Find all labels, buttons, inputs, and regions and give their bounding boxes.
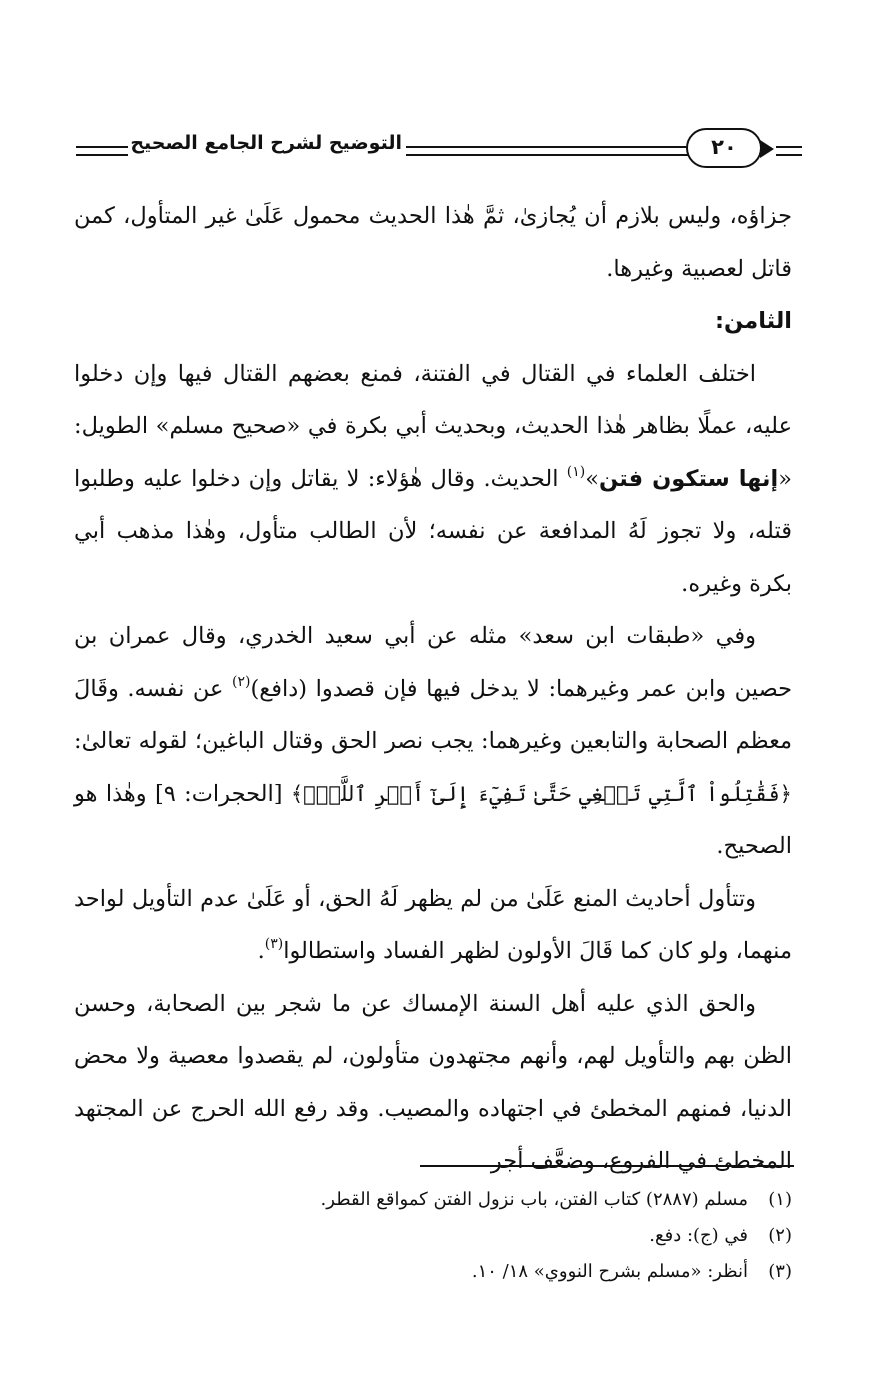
paragraph-4-text-b: .: [257, 938, 265, 964]
running-title: التوضيح لشرح الجامع الصحيح: [130, 132, 402, 154]
footnote-ref-2[interactable]: (٢): [232, 673, 251, 690]
page-number-frame: [686, 128, 762, 168]
footnote-number: (٢): [768, 1225, 792, 1246]
footnote-number: (٣): [768, 1261, 792, 1282]
page-number: ٢٠: [711, 135, 737, 159]
paragraph-2-text-b: »: [585, 465, 599, 492]
paragraph-2-text-c: الحديث. وقال هٰؤلاء: لا يقاتل وإن دخلوا عليه وطلبوا قتله، ولا تجوز لَهُ المدافعة عن نفسه؛ لأن الطالب متأول، وهٰذا مذهب أبي بكرة وغيره.: [74, 465, 792, 597]
paragraph-3-text-b: عن نفسه. وقَالَ معظم الصحابة والتابعين وغيرهما: يجب نصر الحق وقتال الباغين؛ لقوله تعالىٰ:: [74, 675, 792, 754]
footnote-number: (١): [768, 1189, 792, 1210]
section-heading: الثامن:: [715, 308, 792, 334]
header-rule-middle: [406, 146, 690, 156]
paragraph-4: [74, 873, 792, 978]
footnote-1: [150, 1182, 792, 1218]
footnote-ref-3[interactable]: (٣): [264, 936, 284, 952]
header-rule-left: [76, 146, 128, 156]
running-header: [72, 128, 802, 178]
paragraph-1: جزاؤه، وليس بلازم أن يُجازىٰ، ثمَّ هٰذا الحديث محمول عَلَىٰ غير المتأول، كمن قاتل لعصبية وغيرها.: [74, 203, 792, 282]
paragraph-5: والحق الذي عليه أهل السنة الإمساك عن ما شجر بين الصحابة، وحسن الظن بهم والتأويل لهم، وأنهم مجتهدون متأولون، لم يقصدوا معصية ولا محض الدنيا، فمنهم المخطئ في اجتهاده والمصيب. وقد رفع الله الحرج عن المجتهد المخطئ في الفروع، وضعَّف أجر: [74, 990, 792, 1174]
quran-verse: ﴿فَقَٰتِلُواْ ٱلَّتِي تَبۡغِي حَتَّىٰ تَفِيٓءَ إِلَىٰٓ أَمۡرِ ٱللَّهِۚ﴾: [290, 781, 792, 806]
footnote-ref-1[interactable]: (١): [566, 463, 586, 480]
main-text: [74, 190, 792, 1188]
paragraph-2: [74, 348, 792, 611]
footnotes: [150, 1182, 792, 1290]
paragraph-3: [74, 610, 792, 873]
footnote-text: أنظر: «مسلم بشرح النووي» ١٨/ ١٠.: [471, 1261, 748, 1282]
footnote-text: في (ج): دفع.: [649, 1225, 748, 1246]
footnote-separator: [420, 1165, 794, 1167]
header-rule-right: [776, 146, 802, 156]
paragraph-4-text-a: وتتأول أحاديث المنع عَلَىٰ من لم يظهر لَهُ الحق، أو عَلَىٰ عدم التأويل لواحد منهما، ولو كان كما قَالَ الأولون لظهر الفساد واستطالوا: [74, 885, 792, 964]
footnote-3: [150, 1254, 792, 1290]
footnote-2: [150, 1218, 792, 1254]
footnote-text: مسلم (٢٨٨٧) كتاب الفتن، باب نزول الفتن كمواقع القطر.: [320, 1189, 748, 1210]
paragraph-3-text-a: وفي «طبقات ابن سعد» مثله عن أبي سعيد الخدري، وقال عمران بن حصين وابن عمر وغيرهما: لا يدخل فيها فإن قصدوا (دافع): [74, 623, 793, 702]
hadith-quote: إنها ستكون فتن: [598, 465, 779, 492]
paragraph-2-text-a: اختلف العلماء في القتال في الفتنة، فمنع بعضهم القتال فيها وإن دخلوا عليه، عملًا بظاهر هٰذا الحديث، وبحديث أبي بكرة في «صحيح مسلم» الطويل: «: [74, 360, 792, 492]
paragraph-3-text-c: [الحجرات: ٩] وهٰذا هو الصحيح.: [74, 780, 792, 859]
